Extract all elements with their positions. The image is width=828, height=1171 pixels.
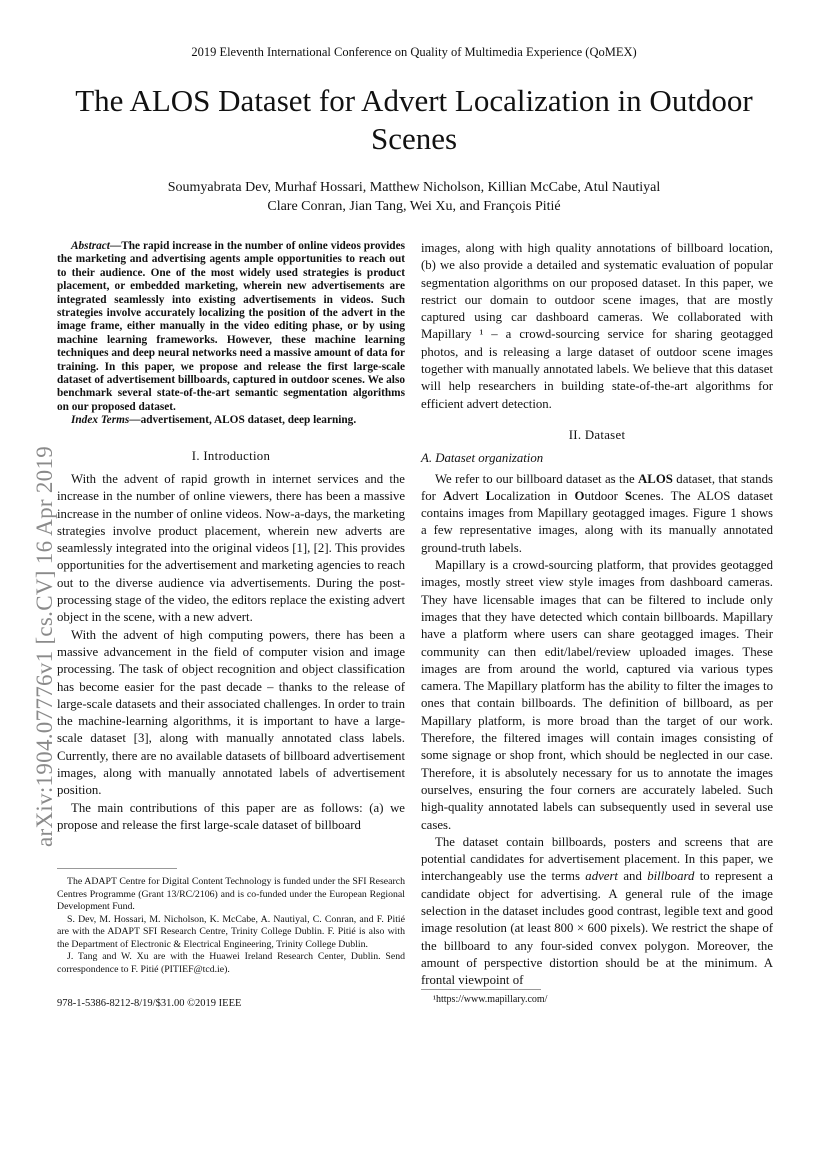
text-span: ocalization in <box>494 488 575 503</box>
authors-line-2: Clare Conran, Jian Tang, Wei Xu, and François Pitié <box>267 199 561 214</box>
footnote-divider-right <box>421 989 541 990</box>
footnotes <box>57 876 405 976</box>
left-column <box>57 240 405 834</box>
contributions-continued: images, along with high quality annotations of billboard location, (b) we also provide a detailed and systematic evaluation of popular segmentation algorithms on our proposed dataset. In this paper, we restrict our domain to outdoor scene images, that are mostly captured using car dashboard cameras. We collaborated with Mapillary ¹ – a crowd-sourcing service for sharing geotagged photos, and is releasing a large dataset of outdoor scene images together with manually annotated labels. We believe that this dataset will help researchers in building state-of-the-art algorithms for efficient advert detection. <box>421 241 773 411</box>
text-span: utdoor <box>584 488 626 503</box>
paper-title: The ALOS Dataset for Advert Localization in Outdoor Scenes <box>75 83 753 156</box>
abstract <box>57 240 405 414</box>
index-terms-text: —advertisement, ALOS dataset, deep learning. <box>129 414 357 427</box>
text-span: to represent a candidate object for advertising. A general rule of the image selection in the dataset includes good contrast, legible text and good image resolution (at least 800 × 600 pixels). We restrict the shape of the billboard to any four-sided convex polygon. Moreover, the amount of perspective distortion should be at the minimum. A frontal viewpoint of <box>421 869 773 988</box>
text-span: dataset, that stands for <box>421 471 773 503</box>
acronym-letter-l: L <box>485 488 495 503</box>
footnote-funding: The ADAPT Centre for Digital Content Technology is funded under the SFI Research Centres Programme (Grant 13/RC/2106) and is co-funded under the European Regional Development Fund. <box>57 876 405 912</box>
right-column <box>421 240 773 989</box>
conference-header: 2019 Eleventh International Conference on Quality of Multimedia Experience (QoMEX) <box>191 45 637 59</box>
intro-paragraph-1: With the advent of rapid growth in internet services and the increase in the number of online viewers, there has been a massive increase in the number of online videos. Now-a-days, the marketing strategies involve product placement, wherein new adverts are seamlessly integrated into the original videos [1], [2]. This provides opportunities for the advertisement and marketing agencies to reach out to the diverse audience via advertisements. During the post-processing stage of the video, the editors replace the existing advert object in the scene, with a new advert. <box>57 471 405 625</box>
index-terms-lead: Index Terms <box>71 414 130 427</box>
text-span: dvert <box>452 488 486 503</box>
text-span: cenes. The ALOS dataset contains images from Mapillary geotagged images. Figure 1 shows a few representative images, along with its manually annotated ground-truth labels. <box>421 488 773 555</box>
section-heading-dataset: II. Dataset <box>568 427 626 442</box>
intro-paragraph-2: With the advent of high computing powers, there has been a massive advancement in the field of computer vision and image processing. The task of object recognition and object classification has become easier for the past decade – thanks to the release of large-scale datasets and their associated challenges. In order to train the machine-learning algorithms, it is important to have a large-scale dataset [3], along with manually annotated class labels. Currently, there are no available datasets of billboard advertisement images, along with manually annotated labels of advertisement position. <box>57 627 405 798</box>
intro-paragraph-3: The main contributions of this paper are as follows: (a) we propose and release the first large-scale dataset of billboard <box>57 800 405 832</box>
term-advert: advert <box>585 869 618 884</box>
footnote-affiliations: S. Dev, M. Hossari, M. Nicholson, K. McCabe, A. Nautiyal, C. Conran, and F. Pitié are with the ADAPT SFI Research Centre, Trinity College Dublin. F. Pitié is also with the Department of Electronic & Electrical Engineering, Trinity College Dublin. <box>57 913 405 950</box>
dataset-paragraph-3 <box>421 834 773 990</box>
acronym-letter-s: S <box>625 488 633 503</box>
footnote-mapillary-url: ¹https://www.mapillary.com/ <box>433 994 548 1005</box>
footnote-divider <box>57 868 177 869</box>
copyright-line: 978-1-5386-8212-8/19/$31.00 ©2019 IEEE <box>57 998 242 1009</box>
subsection-heading: A. Dataset organization <box>421 451 544 466</box>
text-span: We refer to our billboard dataset as the <box>435 471 639 486</box>
footnote-huawei: J. Tang and W. Xu are with the Huawei Ireland Research Center, Dublin. Send correspondence to F. Pitié (PITIEF@tcd.ie). <box>57 951 405 975</box>
authors-line-1: Soumyabrata Dev, Murhaf Hossari, Matthew Nicholson, Killian McCabe, Atul Nautiyal <box>167 180 661 195</box>
author-list <box>60 178 768 216</box>
arxiv-identifier: arXiv:1904.07776v1 [cs.CV] 16 Apr 2019 <box>32 445 57 847</box>
abstract-text: —The rapid increase in the number of online videos provides the marketing and advertising agents ample opportunities to reach out to their audience. One of the most widely used strategies is product placement, or embedded marketing, wherein new advertisements are integrated seamlessly into existing advertisements in videos. Such strategies involve accurately localizing the position of the advert in the image frame, either manually in the video editing phase, or by using machine learning frameworks. However, these machine learning techniques and deep neural networks need a massive amount of data for training. In this paper, we propose and release the first large-scale dataset of advertisement billboards, captured in outdoor scenes. We also benchmark several state-of-the-art semantic segmentation algorithms on our proposed dataset. <box>57 240 405 413</box>
dataset-paragraph-1 <box>421 471 773 557</box>
section-heading-introduction: I. Introduction <box>191 448 271 463</box>
text-span: The dataset contain billboards, posters and screens that are potential candidates for advertisement placement. In this paper, we interchangeably use the terms <box>421 834 773 884</box>
acronym-letter-o: O <box>574 488 585 503</box>
alos-bold: ALOS <box>638 471 673 486</box>
term-billboard: billboard <box>647 869 695 884</box>
index-terms <box>57 414 405 427</box>
dataset-paragraph-2: Mapillary is a crowd-sourcing platform, that provides geotagged images, mostly street view style images from dashboard cameras. They have licensable images that can be filtered to include only images that they have detected which contain billboards. Mapillary have a platform where users can share geotagged images. Their community can then edit/label/review uploaded images. These images are from around the world, captured via various types camera. The Mapillary platform has the ability to filter the images to ones that contain billboards. The definition of billboard, as per Mapillary platform, is more broad than the target of our work. Therefore, the filtered images will contain images consisting of some signage or shop front, which should be neglected in our case. Therefore, it is absolutely necessary for us to annotate the images ourselves, ensuring the four corners are accurately labeled. Such high-quality annotated labels can subsequently used in several use cases. <box>421 558 773 832</box>
acronym-letter-a: A <box>443 488 453 503</box>
abstract-lead: Abstract <box>71 240 110 252</box>
text-span: and <box>618 869 648 884</box>
